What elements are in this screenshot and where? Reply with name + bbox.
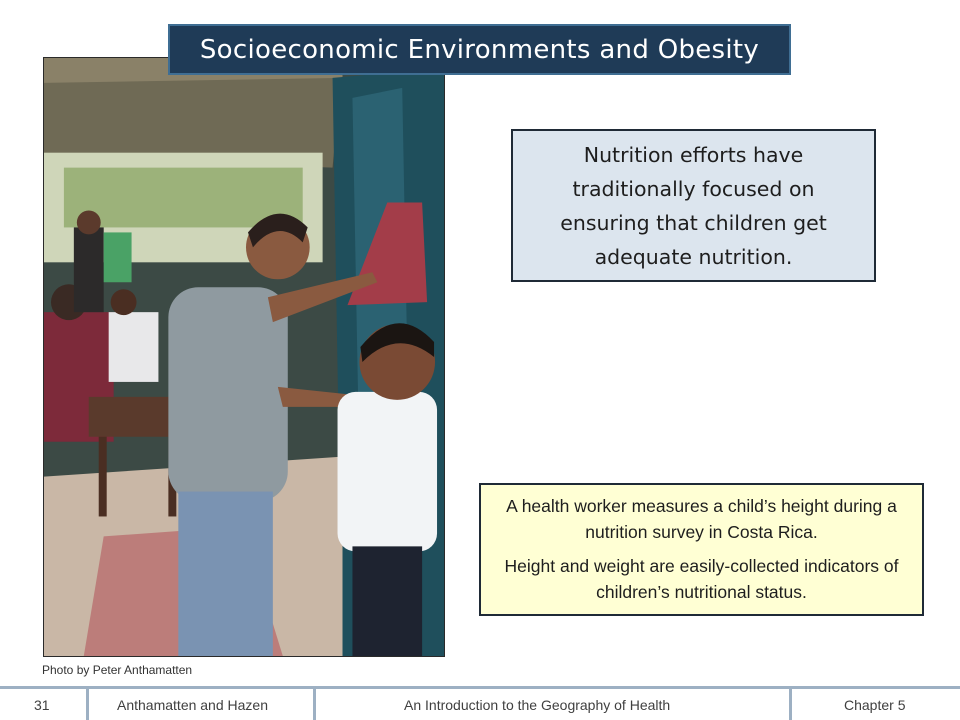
caption-paragraph-2: Height and weight are easily-collected indicators of children’s nutritional status.	[504, 556, 899, 602]
footer-book-title: An Introduction to the Geography of Health	[404, 696, 671, 713]
footer-authors: Anthamatten and Hazen	[117, 696, 268, 713]
callout-nutrition-efforts	[511, 129, 876, 282]
photo-credit: Photo by Peter Anthamatten	[42, 663, 193, 677]
slide-photo	[43, 57, 445, 657]
footer-divider	[789, 689, 792, 720]
slide-title: Socioeconomic Environments and Obesity	[168, 24, 791, 75]
photo-caption-callout	[479, 483, 924, 616]
health-worker-measuring-child-photo	[44, 58, 444, 656]
callout-nutrition-efforts-text: Nutrition efforts have traditionally focused on ensuring that children get adequate nutrition.	[560, 142, 827, 269]
caption-paragraph-1: A health worker measures a child’s height during a nutrition survey in Costa Rica.	[506, 496, 897, 542]
slide-footer	[0, 686, 960, 720]
footer-divider	[86, 689, 89, 720]
footer-page-number: 31	[34, 696, 50, 713]
footer-chapter: Chapter 5	[844, 696, 906, 713]
footer-divider	[313, 689, 316, 720]
